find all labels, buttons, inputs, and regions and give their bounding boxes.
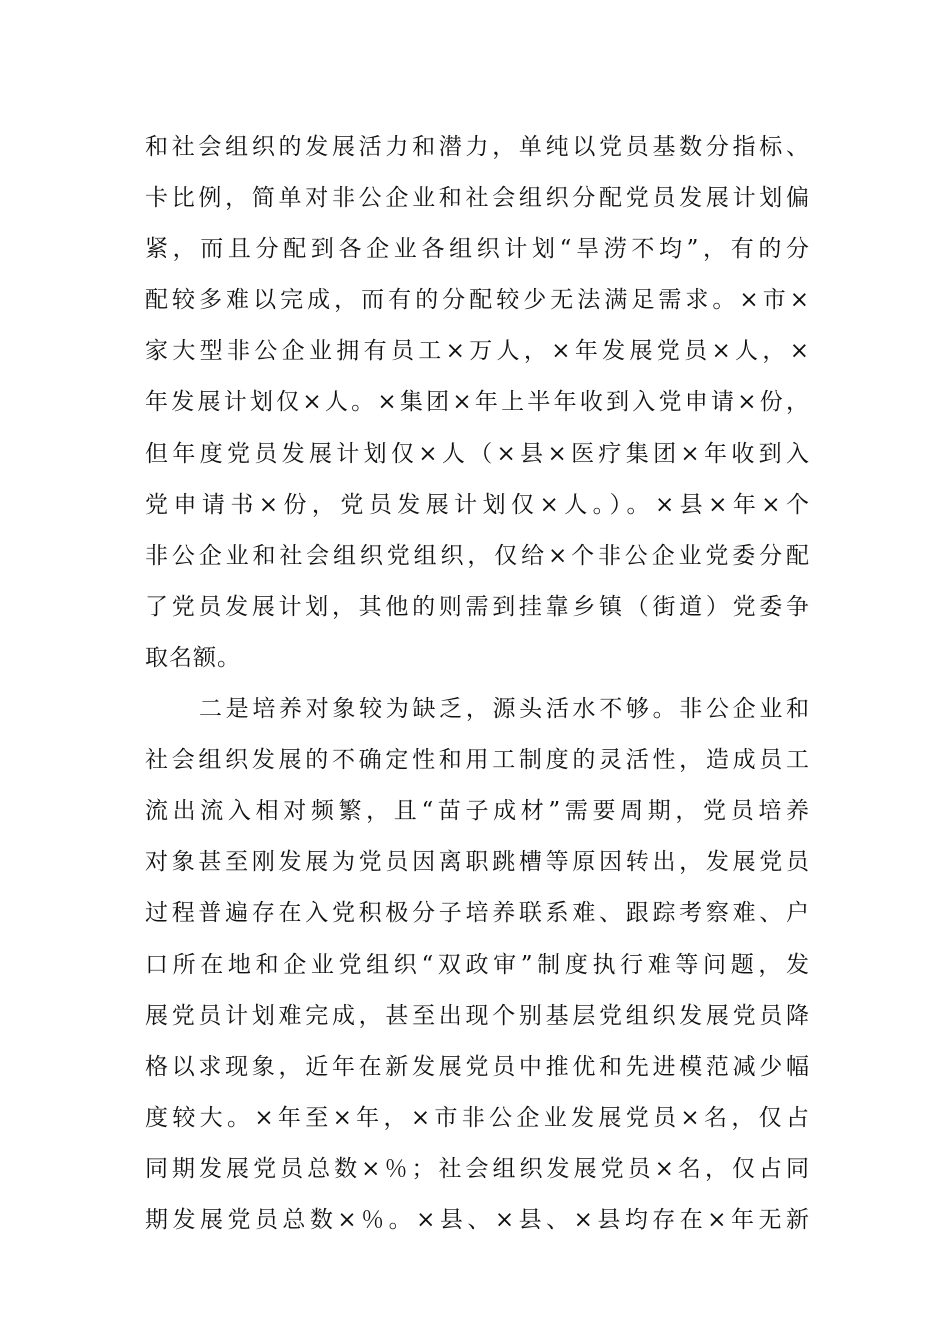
text-line: 期发展党员总数×％。×县、×县、×县均存在×年无新	[145, 1206, 810, 1233]
text-line: 配较多难以完成，而有的分配较少无法满足需求。×市×	[145, 287, 810, 314]
text-line: 度较大。×年至×年，×市非公企业发展党员×名，仅占	[145, 1104, 810, 1131]
text-line: 年发展计划仅×人。×集团×年上半年收到入党申请×份，	[145, 389, 810, 416]
text-line: 二是培养对象较为缺乏，源头活水不够。非公企业和	[199, 696, 810, 723]
text-line: 口所在地和企业党组织“双政审”制度执行难等问题，发	[145, 951, 810, 978]
paragraph-2	[145, 684, 810, 1246]
text-line: 家大型非公企业拥有员工×万人，×年发展党员×人，×	[145, 338, 810, 365]
text-line: 党申请书×份，党员发展计划仅×人。）。×县×年×个	[145, 491, 810, 518]
text-line: 但年度党员发展计划仅×人（×县×医疗集团×年收到入	[145, 440, 810, 467]
text-line: 卡比例，简单对非公企业和社会组织分配党员发展计划偏	[145, 185, 810, 212]
text-line: 取名额。	[145, 644, 241, 671]
text-line: 展党员计划难完成，甚至出现个别基层党组织发展党员降	[145, 1002, 810, 1029]
text-line: 非公企业和社会组织党组织，仅给×个非公企业党委分配	[145, 542, 810, 569]
text-line: 和社会组织的发展活力和潜力，单纯以党员基数分指标、	[145, 134, 810, 160]
text-line: 对象甚至刚发展为党员因离职跳槽等原因转出，发展党员	[145, 849, 810, 876]
document-body	[145, 122, 810, 1246]
paragraph-1	[145, 122, 810, 684]
text-line: 格以求现象，近年在新发展党员中推优和先进模范减少幅	[145, 1053, 810, 1080]
text-line: 过程普遍存在入党积极分子培养联系难、跟踪考察难、户	[145, 900, 810, 927]
text-line: 了党员发展计划，其他的则需到挂靠乡镇（街道）党委争	[145, 593, 810, 620]
text-line: 社会组织发展的不确定性和用工制度的灵活性，造成员工	[145, 747, 810, 774]
text-line: 紧，而且分配到各企业各组织计划“旱涝不均”，有的分	[145, 236, 810, 263]
text-line: 同期发展党员总数×％；社会组织发展党员×名，仅占同	[145, 1155, 810, 1182]
text-line: 流出流入相对频繁，且“苗子成材”需要周期，党员培养	[145, 798, 810, 825]
